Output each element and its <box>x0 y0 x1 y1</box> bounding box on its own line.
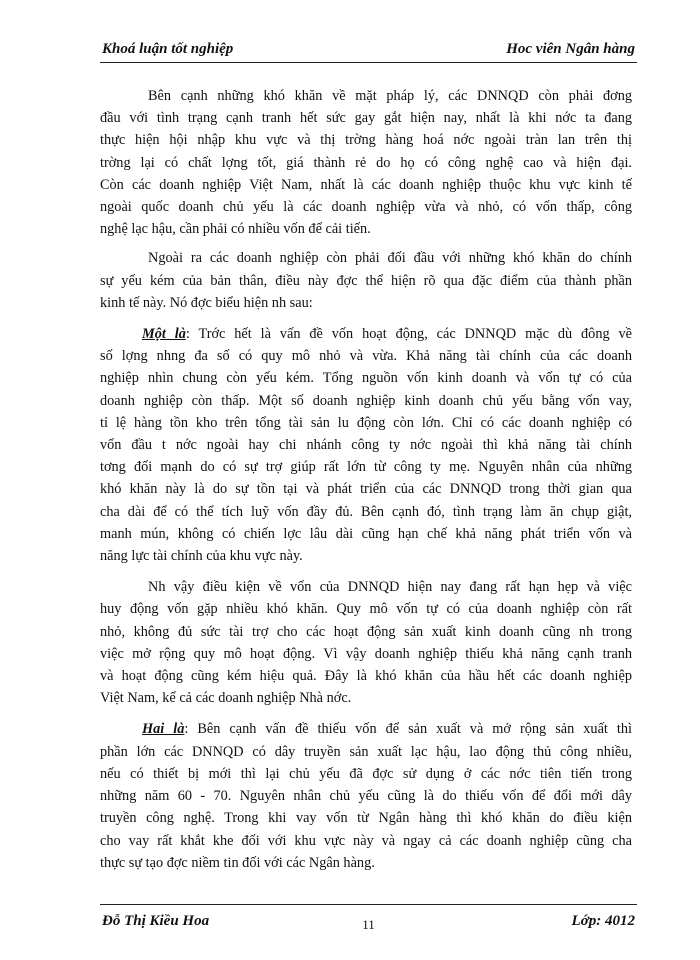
paragraph-mot-la <box>100 323 633 567</box>
text-line: Bên cạnh những khó khăn về mặt pháp lý, các DNNQD còn phải đơng <box>148 88 632 104</box>
text-line: và hoạt động cũng kém hiệu quả. Đây là khó khăn của hầu hết các doanh nghiệp <box>100 668 632 685</box>
header-right-title: Hoc viên Ngân hàng <box>506 41 635 57</box>
text-line: Việt Nam, kể cả các doanh nghiệp Nhà nớc. <box>100 690 352 707</box>
text-line: cho vay rất khắt khe đối với khu vực này và ngay cả các doanh nghiệp cũng cha <box>100 832 632 849</box>
text-line: tơng đối mạnh do có sự trợ giúp rất lớn từ công ty mẹ. Nguyên nhân của những <box>100 459 632 476</box>
text-line: kinh tế này. Nó đợc biểu hiện nh sau: <box>100 294 313 311</box>
text-line: số lợng nhng đa số có quy mô nhỏ và vừa. Khả năng tài chính của các doanh <box>100 348 632 365</box>
text-line: trờng lại có chất lợng tốt, giá thành rẻ do họ có công nghệ cao và hiện đại. <box>100 154 632 171</box>
text-line: khó khăn này là do sự tồn tại và phát triển của các DNNQD trong thời gian qua <box>100 481 632 498</box>
paragraph-4 <box>100 576 632 709</box>
document-body <box>100 85 633 874</box>
footer-class: Lớp: 4012 <box>571 913 635 929</box>
text-line: nghiệp nhìn chung còn yếu kém. Tổng nguồn vốn kinh doanh và vốn tự có của <box>100 370 632 387</box>
text-line <box>132 323 632 345</box>
text-line: những năm 60 - 70. Nguyên nhân chủ yếu cũng là do thiếu vốn để đổi mới dây <box>100 788 632 805</box>
text-line: phần lớn các DNNQD có dây truyền sản xuất lạc hậu, lao động thủ công nhiều, <box>100 743 632 760</box>
text-line <box>132 718 632 740</box>
text-line: đầu với tình trạng cạnh tranh hết sức gay gắt hiện nay, nhất là khi nớc ta đang <box>100 110 632 127</box>
mot-la-label: Một là <box>142 326 186 343</box>
text-line: vốn đầu t nớc ngoài hay chi nhánh công ty nớc ngoài thì khả năng tài chính <box>100 437 632 454</box>
text-line: Ngoài ra các doanh nghiệp còn phải đối đầu với những khó khăn do chính <box>148 250 632 267</box>
text-line: manh mún, không có chiến lợc lâu dài cũng hạn chế khả năng phát triển vốn và <box>100 525 632 542</box>
text-line: ngoài quốc doanh chủ yếu là các doanh nghiệp vừa và nhỏ, có vốn thấp, công <box>100 199 632 216</box>
text-line: huy động vốn gặp nhiều khó khăn. Quy mô vốn tự có của doanh nghiệp còn rất <box>100 601 632 618</box>
text-line: doanh nghiệp còn thấp. Một số doanh nghiệp kinh doanh chủ yếu bằng vốn vay, <box>100 392 632 409</box>
text-line: cha dài để có thể tích luỹ vốn đầy đủ. Bên cạnh đó, tình trạng làm ăn chụp giật, <box>100 503 632 520</box>
text-line: Nh vậy điều kiện về vốn của DNNQD hiện nay đang rất hạn hẹp và việc <box>148 579 632 596</box>
page-footer <box>100 904 637 931</box>
text-line: sự yếu kém của bản thân, điều này đợc thể hiện rõ qua đặc điểm của thành phần <box>100 272 632 289</box>
text-line: thực sự tạo đợc niềm tin đối với các Ngân hàng. <box>100 854 375 871</box>
mot-la-first-line: : Trớc hết là vấn đề vốn hoạt động, các DNNQD mặc dù đông về <box>185 326 633 343</box>
page-number: 11 <box>362 917 375 932</box>
text-line: thực hiện hội nhập khu vực và thị trờng hàng hoá nớc ngoài tràn lan trên thị <box>100 132 632 149</box>
text-line: tỉ lệ hàng tồn kho trên tổng tài sản lu động còn lớn. Chỉ có các doanh nghiệp có <box>100 414 632 431</box>
hai-la-first-line: : Bên cạnh vấn đề thiếu vốn để sản xuất và mở rộng sản xuất thì <box>184 721 632 738</box>
paragraph-2 <box>100 247 632 314</box>
text-line: nhỏ, không đủ sức tài trợ cho các hoạt động sản xuất kinh doanh cũng nh trong <box>100 623 632 640</box>
footer-author: Đỗ Thị Kiều Hoa <box>102 913 210 929</box>
header-left-title: Khoá luận tốt nghiệp <box>102 41 234 57</box>
paragraph-1 <box>100 85 632 240</box>
hai-la-label: Hai là <box>142 721 185 738</box>
paragraph-hai-la <box>100 718 632 873</box>
text-line: nếu có thiết bị mới thì lại chủ yếu đã đợc sử dụng ở các nớc tiên tiến trong <box>100 765 632 782</box>
text-line: việc mở rộng quy mô hoạt động. Vì vậy doanh nghiệp thiếu khả năng cạnh tranh <box>100 645 632 662</box>
page-header <box>100 40 637 63</box>
text-line: năng lực tài chính của khu vực này. <box>100 548 303 565</box>
text-line: nghệ lạc hậu, cần phải có nhiều vốn để cải tiến. <box>100 221 371 238</box>
text-line: truyền công nghệ. Trong khi vay vốn từ Ngân hàng thì khó khăn do điều kiện <box>100 810 632 827</box>
text-line: Còn các doanh nghiệp Việt Nam, nhất là các doanh nghiệp thuộc khu vực kinh tế <box>100 176 632 193</box>
